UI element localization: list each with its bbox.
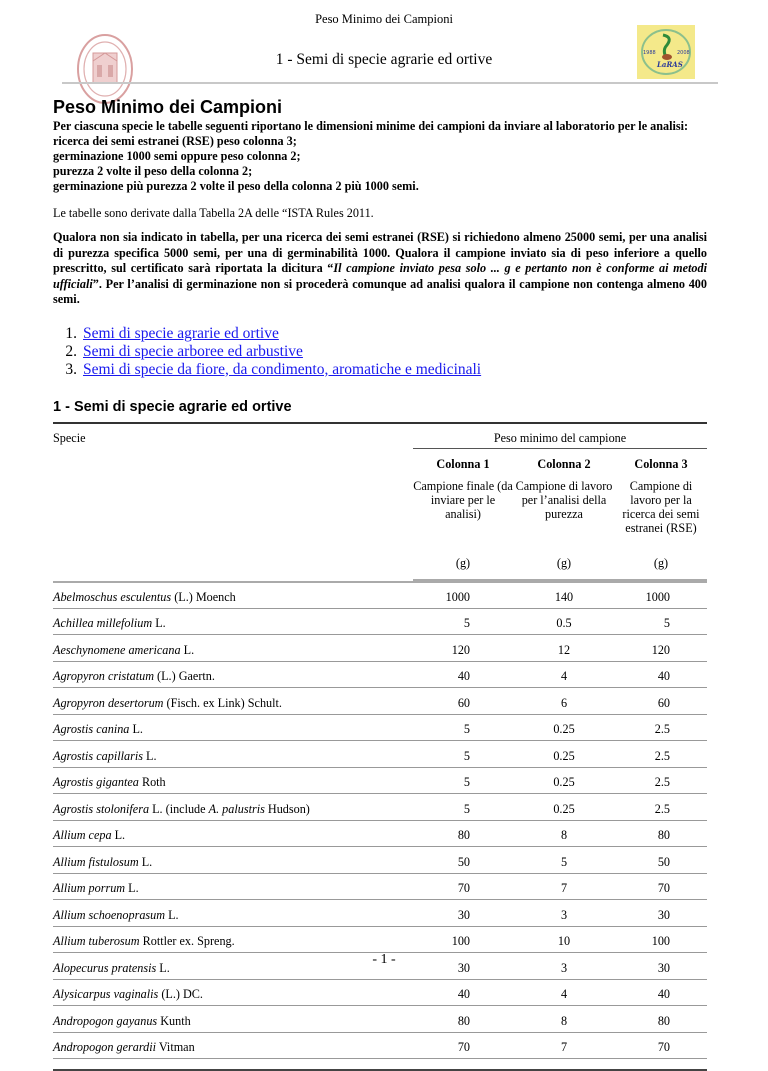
species-name: [53, 1006, 413, 1033]
column-1-value: 70: [413, 873, 513, 900]
group-header: Peso minimo del campione: [413, 424, 707, 449]
species-genus: Alysicarpus vaginalis: [53, 987, 159, 1001]
species-genus: Agropyron cristatum: [53, 669, 154, 683]
species-genus: Andropogon gayanus: [53, 1013, 158, 1028]
toc-link-arboree[interactable]: Semi di specie arboree ed arbustive: [83, 342, 303, 360]
species-name: [53, 926, 413, 953]
column-1-value: 80: [413, 1006, 513, 1033]
column-3-desc: Campione di lavoro per la ricerca dei semi estranei (RSE): [622, 478, 700, 535]
species-name: [53, 979, 413, 1006]
column-1-value: 5: [413, 714, 513, 741]
column-3-value: 30: [615, 953, 707, 980]
table-row: [53, 900, 707, 927]
column-1-title: Colonna 1: [436, 456, 490, 471]
species-author: L.: [138, 854, 153, 869]
species-name: [53, 873, 413, 900]
column-3-value: 80: [615, 1006, 707, 1033]
species-name: [53, 582, 413, 609]
column-2-value: 3: [513, 900, 615, 927]
species-name: [53, 661, 413, 688]
column-3-value: 70: [615, 1032, 707, 1059]
svg-text:2008: 2008: [677, 50, 690, 56]
intro-line: ricerca dei semi estranei (RSE) peso colonna 3;: [53, 134, 297, 148]
column-2-value: 0.25: [513, 714, 615, 741]
column-1-value: 30: [413, 900, 513, 927]
column-2-value: 140: [513, 582, 615, 609]
intro-line: germinazione più purezza 2 volte il peso della colonna 2 più 1000 semi.: [53, 179, 419, 193]
toc-link-fiore[interactable]: Semi di specie da fiore, da condimento, aromatiche e medicinali: [83, 360, 482, 378]
species-name: [53, 794, 413, 821]
table-row: [53, 873, 707, 900]
column-2-value: 8: [513, 820, 615, 847]
species-genus: Agrostis gigantea: [53, 775, 139, 789]
column-1-value: 40: [413, 979, 513, 1006]
column-1-value: 120: [413, 635, 513, 662]
intro-paragraph: [53, 119, 707, 194]
species-genus: Agrostis canina: [53, 722, 130, 736]
species-name: [53, 900, 413, 927]
species-column-header: Specie: [53, 430, 86, 445]
species-name: [53, 767, 413, 794]
species-name: [53, 635, 413, 662]
species-genus: Achillea millefolium: [53, 616, 153, 630]
header-small-title: Peso Minimo dei Campioni: [315, 12, 453, 26]
species-genus: Agropyron desertorum: [53, 695, 164, 710]
column-3-value: 5: [615, 608, 707, 635]
column-3-value: 1000: [615, 582, 707, 609]
column-1-value: 5: [413, 741, 513, 768]
svg-text:1988: 1988: [643, 50, 656, 56]
column-2-value: 8: [513, 1006, 615, 1033]
column-3-title: Colonna 3: [634, 456, 688, 471]
column-3-value: 70: [615, 873, 707, 900]
intro-line: germinazione 1000 semi oppure peso colonna 2;: [53, 149, 301, 163]
column-2-value: 0.25: [513, 741, 615, 768]
column-3-value: 2.5: [615, 794, 707, 821]
table-row: [53, 1032, 707, 1059]
column-1-value: 1000: [413, 582, 513, 609]
column-1-value: 70: [413, 1032, 513, 1059]
source-note: Le tabelle sono derivate dalla Tabella 2A delle “ISTA Rules 2011.: [53, 206, 374, 220]
species-name: [53, 714, 413, 741]
column-3-value: 30: [615, 900, 707, 927]
species-author: L.: [142, 748, 157, 763]
species-author-alt: Hudson): [264, 801, 310, 816]
column-3-value: 40: [615, 661, 707, 688]
column-2-value: 4: [513, 979, 615, 1006]
column-2-value: 0.25: [513, 794, 615, 821]
species-author: L.: [156, 960, 170, 975]
table-row: [53, 847, 707, 874]
species-author: (L.) DC.: [158, 987, 203, 1001]
column-2-value: 5: [513, 847, 615, 874]
column-1-value: 5: [413, 767, 513, 794]
species-author: L. (include: [149, 801, 209, 816]
species-author: L.: [165, 907, 179, 922]
species-genus: Agrostis capillaris: [53, 748, 143, 763]
column-1-unit: (g): [413, 550, 513, 580]
species-name: [53, 1032, 413, 1059]
species-author: Vitman: [156, 1040, 195, 1054]
column-2-value: 0.25: [513, 767, 615, 794]
species-genus-alt: A. palustris: [208, 801, 265, 816]
column-1-value: 60: [413, 688, 513, 715]
table-row: [53, 767, 707, 794]
toc-item: 2. Semi di specie arboree ed arbustive: [65, 342, 303, 360]
toc-item: 3. Semi di specie da fiore, da condimento, aromatiche e medicinali: [65, 360, 482, 378]
column-3-value: 50: [615, 847, 707, 874]
table-of-contents: [53, 325, 707, 379]
column-3-value: 80: [615, 820, 707, 847]
species-author: L.: [111, 828, 126, 842]
column-1-value: 5: [413, 794, 513, 821]
species-author: (L.) Gaertn.: [154, 669, 215, 683]
table-row: [53, 979, 707, 1006]
column-1-value: 100: [413, 926, 513, 953]
column-2-value: 7: [513, 1032, 615, 1059]
table-row: [53, 688, 707, 715]
university-seal-icon: [76, 33, 134, 105]
column-2-value: 12: [513, 635, 615, 662]
column-2-value: 10: [513, 926, 615, 953]
column-1-value: 30: [413, 953, 513, 980]
species-genus: Allium fistulosum: [53, 854, 139, 869]
species-name: [53, 847, 413, 874]
species-name: [53, 820, 413, 847]
species-genus: Agrostis stolonifera: [53, 801, 150, 816]
species-name: [53, 741, 413, 768]
section-heading: 1 - Semi di specie agrarie ed ortive: [53, 398, 292, 415]
species-genus: Allium porrum: [53, 881, 126, 895]
species-genus: Aeschynomene americana: [53, 642, 181, 657]
column-3-value: 2.5: [615, 714, 707, 741]
header-section-title: 1 - Semi di specie agrarie ed ortive: [275, 51, 493, 68]
svg-text:LaRAS: LaRAS: [657, 60, 683, 69]
intro-line: Per ciascuna specie le tabelle seguenti riportano le dimensioni minime dei campioni da inviare al laboratorio per le analisi:: [53, 119, 689, 133]
column-1-desc: Campione finale (da inviare per le analisi): [413, 478, 513, 521]
page-header: [0, 0, 768, 90]
species-name: [53, 688, 413, 715]
column-3-unit: (g): [615, 550, 707, 580]
column-3-value: 60: [615, 688, 707, 715]
column-3-value: 2.5: [615, 741, 707, 768]
column-1-value: 80: [413, 820, 513, 847]
table-row: [53, 661, 707, 688]
species-genus: Alopecurus pratensis: [53, 960, 157, 975]
table-row: [53, 794, 707, 821]
page-number: - 1 -: [372, 952, 396, 967]
species-genus: Allium cepa: [53, 828, 112, 842]
species-author: Roth: [138, 775, 166, 789]
toc-item: 1. Semi di specie agrarie ed ortive: [65, 324, 279, 342]
species-author: Kunth: [157, 1013, 191, 1028]
table-row: [53, 635, 707, 662]
species-author: L.: [180, 642, 195, 657]
column-2-value: 3: [513, 953, 615, 980]
column-2-value: 0.5: [513, 608, 615, 635]
column-1-value: 40: [413, 661, 513, 688]
column-1-value: 5: [413, 608, 513, 635]
species-author: (L.) Moench: [171, 589, 236, 604]
table-body: [53, 582, 707, 1059]
species-author: (Fisch. ex Link) Schult.: [163, 695, 282, 710]
table-row: [53, 608, 707, 635]
column-2-unit: (g): [513, 550, 615, 580]
laras-logo-icon: [637, 25, 695, 79]
column-2-value: 6: [513, 688, 615, 715]
species-genus: Andropogon gerardii: [53, 1040, 157, 1054]
column-2-title: Colonna 2: [537, 456, 591, 471]
warning-paragraph: Qualora non sia indicato in tabella, per una ricerca dei semi estranei (RSE) si richiedono almeno 25000 semi, per una analisi di purezza specifica 5000 semi, per una di germinabilità 1000. Qualora il campione inviato sia di peso inferiore a quello prescritto, sul certificato sarà riportata la dicitura “Il campione inviato pesa solo ... g e pertanto non è conforme ai metodi ufficiali”. Per l’analisi di germinazione non si procederà comunque ad analisi qualora il campione non contenga almeno 400 semi.: [53, 230, 707, 306]
column-3-value: 40: [615, 979, 707, 1006]
species-author: L.: [129, 722, 143, 736]
toc-link-agrarie[interactable]: Semi di specie agrarie ed ortive: [83, 324, 279, 342]
species-author: L.: [125, 881, 139, 895]
certificate-phrase: Il campione inviato pesa solo ... g e pertanto non è conforme ai metodi ufficiali: [53, 261, 707, 291]
column-2-value: 7: [513, 873, 615, 900]
species-genus: Allium tuberosum: [53, 934, 140, 948]
column-2-value: 4: [513, 661, 615, 688]
species-genus: Abelmoschus esculentus: [53, 589, 172, 604]
species-author: Rottler ex. Spreng.: [139, 934, 235, 948]
page-title: Peso Minimo dei Campioni: [53, 97, 283, 117]
table-row: [53, 1006, 707, 1033]
column-1-value: 50: [413, 847, 513, 874]
header-divider: [62, 82, 718, 84]
table-row: [53, 582, 707, 609]
species-genus: Allium schoenoprasum: [53, 907, 166, 922]
table-row: [53, 820, 707, 847]
intro-line: purezza 2 volte il peso della colonna 2;: [53, 164, 253, 178]
table-row: [53, 926, 707, 953]
species-name: [53, 608, 413, 635]
column-3-value: 2.5: [615, 767, 707, 794]
table-row: [53, 741, 707, 768]
column-2-desc: Campione di lavoro per l’analisi della purezza: [515, 478, 613, 521]
table-row: [53, 714, 707, 741]
document-body: [53, 96, 707, 1071]
species-author: L.: [152, 616, 166, 630]
column-3-value: 100: [615, 926, 707, 953]
column-3-value: 120: [615, 635, 707, 662]
